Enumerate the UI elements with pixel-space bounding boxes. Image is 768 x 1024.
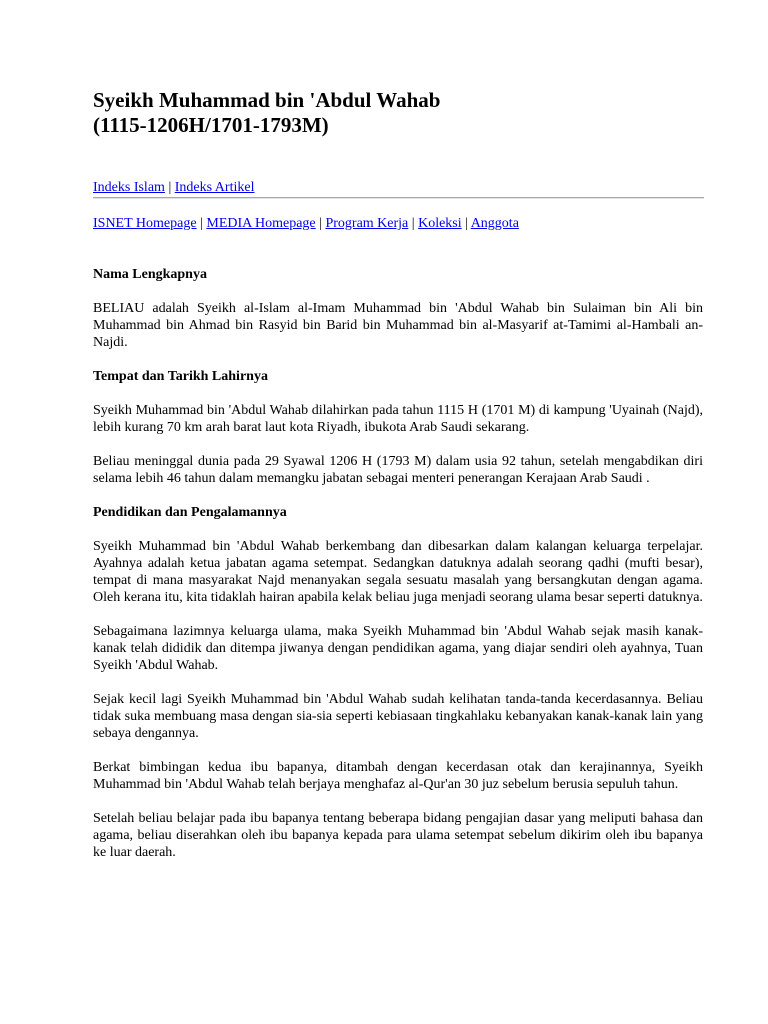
secondary-nav xyxy=(93,215,703,232)
page-title-line2: (1115-1206H/1701-1793M) xyxy=(93,113,329,137)
nav-separator: | xyxy=(465,216,468,231)
link-program-kerja[interactable]: Program Kerja xyxy=(325,216,409,231)
nav-separator: | xyxy=(411,216,415,231)
paragraph: Sebagaimana lazimnya keluarga ulama, maka Syeikh Muhammad bin 'Abdul Wahab sejak masih kanak-kanak telah dididik dan ditempa jiwanya dengan pendidikan agama, yang diajar sendiri oleh ayahnya, Tuan Syeikh 'Abdul Wahab. xyxy=(93,624,703,673)
section-heading-nama: Nama Lengkapnya xyxy=(93,267,207,282)
page-title xyxy=(93,88,703,138)
article xyxy=(93,88,703,861)
section-heading-pendidikan: Pendidikan dan Pengalamannya xyxy=(93,505,287,520)
horizontal-rule xyxy=(93,197,704,199)
nav-separator: | xyxy=(200,216,203,231)
page-title-line1: Syeikh Muhammad bin 'Abdul Wahab xyxy=(93,88,441,112)
link-anggota[interactable]: Anggota xyxy=(470,216,519,231)
section-heading-tempat: Tempat dan Tarikh Lahirnya xyxy=(93,369,268,384)
nav-separator: | xyxy=(319,216,322,231)
paragraph: Beliau meninggal dunia pada 29 Syawal 1206 H (1793 M) dalam usia 92 tahun, setelah mengabdikan diri selama lebih 46 tahun dalam memangku jabatan sebagai menteri penerangan Kerajaan Arab Saudi . xyxy=(93,454,703,486)
link-isnet-homepage[interactable]: ISNET Homepage xyxy=(93,216,197,231)
nav-separator: | xyxy=(168,180,172,195)
link-indeks-islam[interactable]: Indeks Islam xyxy=(93,180,165,195)
paragraph: BELIAU adalah Syeikh al-Islam al-Imam Muhammad bin 'Abdul Wahab bin Sulaiman bin Ali bin Muhammad bin Ahmad bin Rasyid bin Barid bin Muhammad bin al-Masyarif at-Tamimi al-Hambali an-Najdi. xyxy=(93,301,703,350)
paragraph: Berkat bimbingan kedua ibu bapanya, ditambah dengan kecerdasan otak dan kerajinannya, Syeikh Muhammad bin 'Abdul Wahab telah berjaya menghafaz al-Qur'an 30 juz sebelum berusia sepuluh tahun. xyxy=(93,760,703,792)
link-media-homepage[interactable]: MEDIA Homepage xyxy=(206,216,316,231)
link-indeks-artikel[interactable]: Indeks Artikel xyxy=(174,180,255,195)
paragraph: Setelah beliau belajar pada ibu bapanya tentang beberapa bidang pengajian dasar yang meliputi bahasa dan agama, beliau diserahkan oleh ibu bapanya kepada para ulama setempat sebelum dikirim oleh ibu bapanya ke luar daerah. xyxy=(93,811,703,860)
paragraph: Syeikh Muhammad bin 'Abdul Wahab dilahirkan pada tahun 1115 H (1701 M) di kampung 'Uyainah (Najd), lebih kurang 70 km arah barat laut kota Riyadh, ibukota Arab Saudi sekarang. xyxy=(93,403,703,435)
primary-nav xyxy=(93,179,703,196)
link-koleksi[interactable]: Koleksi xyxy=(418,216,462,231)
paragraph: Syeikh Muhammad bin 'Abdul Wahab berkembang dan dibesarkan dalam kalangan keluarga terpelajar. Ayahnya adalah ketua jabatan agama setempat. Sedangkan datuknya adalah seorang qadhi (mufti besar), tempat di mana masyarakat Najd menanyakan segala sesuatu masalah yang bersangkutan dengan agama. Oleh kerana itu, kita tidaklah hairan apabila kelak beliau juga menjadi seorang ulama besar seperti datuknya. xyxy=(93,539,703,605)
paragraph: Sejak kecil lagi Syeikh Muhammad bin 'Abdul Wahab sudah kelihatan tanda-tanda kecerdasannya. Beliau tidak suka membuang masa dengan sia-sia seperti kebiasaan tingkahlaku kebanyakan kanak-kanak lain yang sebaya dengannya. xyxy=(93,692,703,741)
